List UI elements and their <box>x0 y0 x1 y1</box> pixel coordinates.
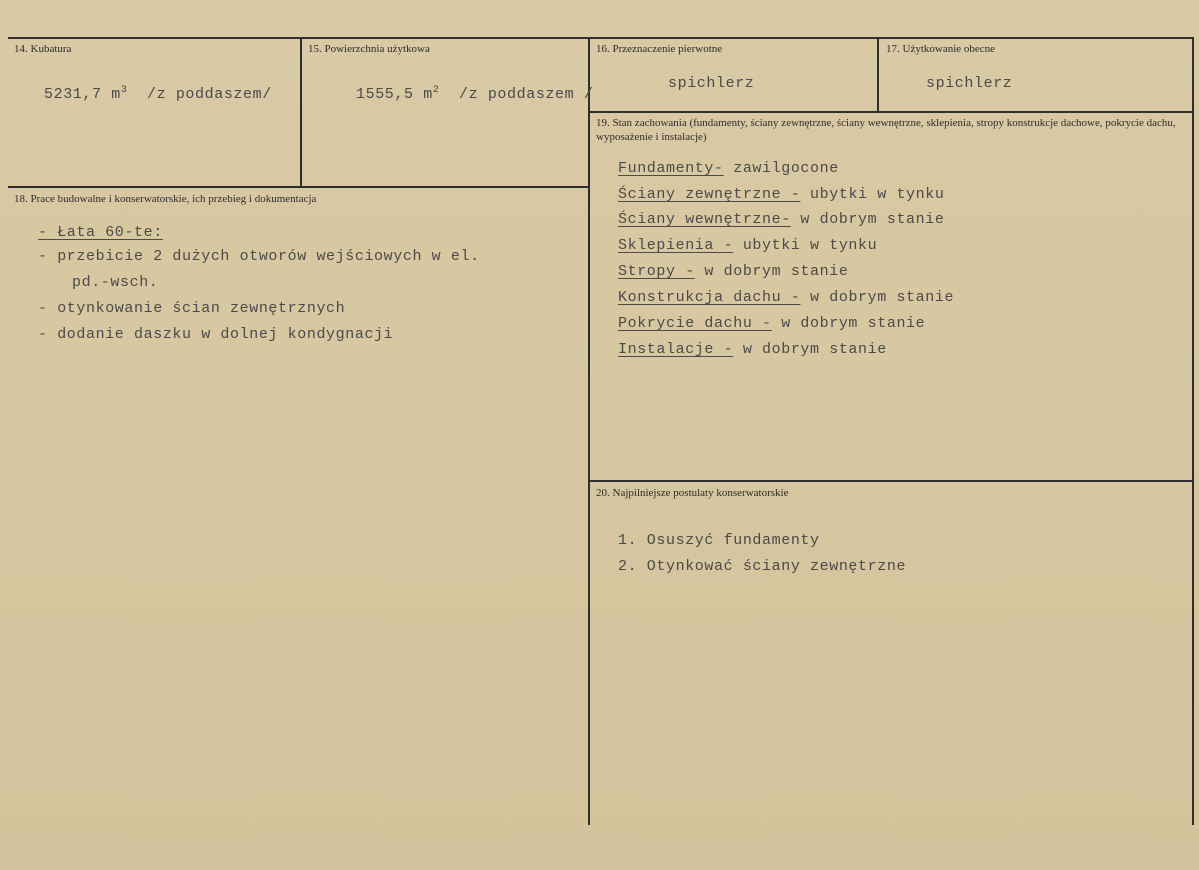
divider-14-15 <box>300 39 302 187</box>
field-18-item: - otynkowanie ścian zewnętrznych <box>38 300 346 317</box>
condition-row <box>618 186 944 203</box>
condition-row <box>618 263 848 280</box>
condition-status: w dobrym stanie <box>694 263 849 280</box>
right-edge <box>1192 39 1194 825</box>
field-18-item: pd.-wsch. <box>72 274 159 291</box>
condition-term: Fundamenty- <box>618 160 724 177</box>
condition-term: Ściany wewnętrzne- <box>618 211 791 228</box>
condition-row <box>618 315 925 332</box>
field-19-label: 19. Stan zachowania (fundamenty, ściany zewnętrzne, ściany wewnętrzne, sklepienia, stropy konstrukcje dachowe, pokrycie dachu, wyposażenie i instalacje) <box>596 117 1176 143</box>
condition-row <box>618 237 877 254</box>
kubatura-value: 5231,7 m <box>44 86 121 103</box>
condition-status: w dobrym stanie <box>790 211 945 228</box>
condition-term: Ściany zewnętrzne - <box>618 186 801 203</box>
condition-term: Sklepienia - <box>618 237 734 254</box>
condition-status: w dobrym stanie <box>771 315 926 332</box>
condition-status: ubytki w tynku <box>800 186 945 203</box>
top-rule <box>8 37 1194 39</box>
rule-row1-left <box>8 186 588 188</box>
condition-status: zawilgocone <box>723 160 839 177</box>
area-value: 1555,5 m <box>356 86 433 103</box>
kubatura-note: /z poddaszem/ <box>147 86 272 103</box>
field-17-value: spichlerz <box>926 75 1013 92</box>
field-16-value: spichlerz <box>668 75 755 92</box>
condition-term: Pokrycie dachu - <box>618 315 772 332</box>
kubatura-exponent: 3 <box>120 85 128 96</box>
postulate-item: 1. Osuszyć fundamenty <box>618 532 820 549</box>
condition-status: w dobrym stanie <box>800 289 955 306</box>
area-exponent: 2 <box>432 85 440 96</box>
field-15-value <box>356 85 593 103</box>
condition-row <box>618 211 944 228</box>
condition-term: Instalacje - <box>618 341 734 358</box>
divider-16-17 <box>877 39 879 112</box>
condition-status: w dobrym stanie <box>733 341 887 358</box>
field-18-label: 18. Prace budowalne i konserwatorskie, ich przebieg i dokumentacja <box>14 193 317 205</box>
condition-row <box>618 341 887 358</box>
condition-row <box>618 289 954 306</box>
field-16-label: 16. Przeznaczenie pierwotne <box>596 43 723 55</box>
rule-row2-right <box>590 480 1194 482</box>
condition-term: Konstrukcja dachu - <box>618 289 801 306</box>
field-14-value <box>44 85 272 103</box>
condition-term: Stropy - <box>618 263 695 280</box>
field-20-label: 20. Najpilniejsze postulaty konserwatorskie <box>596 487 789 499</box>
area-note: /z poddaszem / <box>459 86 594 103</box>
field-14-label: 14. Kubatura <box>14 43 72 55</box>
field-18-item: - dodanie daszku w dolnej kondygnacji <box>38 326 394 343</box>
field-18-item: - przebicie 2 dużych otworów wejściowych w el. <box>38 248 480 265</box>
field-15-label: 15. Powierzchnia użytkowa <box>308 43 430 55</box>
field-18-heading: - Łata 60-te: <box>38 224 163 241</box>
condition-status: ubytki w tynku <box>733 237 878 254</box>
field-17-label: 17. Użytkowanie obecne <box>886 43 996 55</box>
postulate-item: 2. Otynkować ściany zewnętrzne <box>618 558 907 575</box>
divider-main <box>588 39 590 825</box>
condition-row <box>618 160 839 177</box>
rule-row1-right <box>590 111 1194 113</box>
